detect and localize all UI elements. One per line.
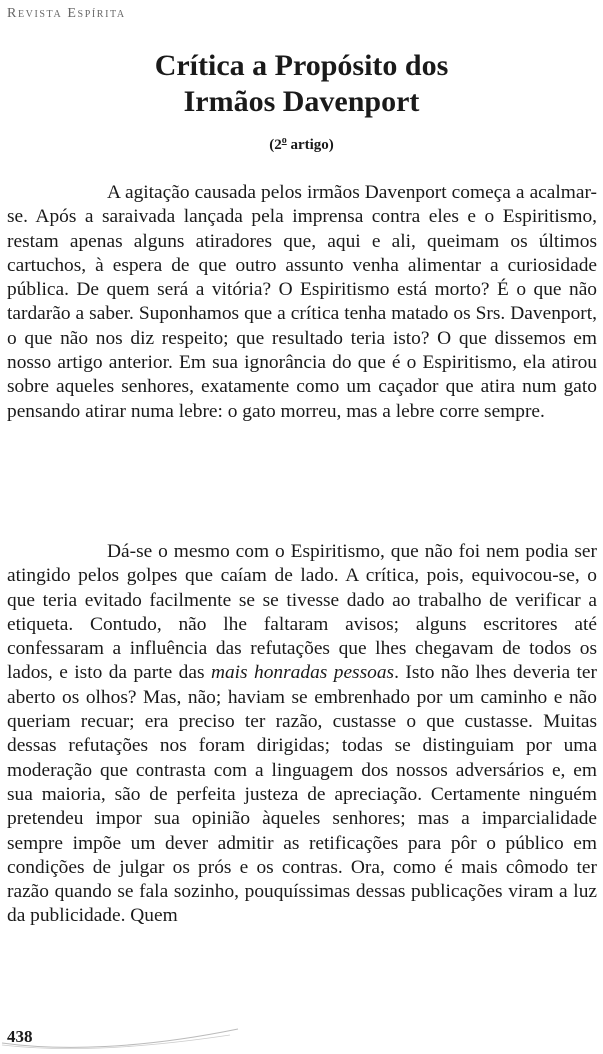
footer-flourish xyxy=(0,1021,240,1051)
paragraph-2 xyxy=(7,540,597,929)
page-number: 438 xyxy=(7,1027,33,1046)
subtitle-suffix: artigo) xyxy=(286,137,334,153)
article-subtitle xyxy=(0,135,603,154)
title-line-1: Crítica a Propósito dos xyxy=(154,49,449,82)
running-header: Revista Espírita xyxy=(7,6,126,21)
paragraph-1-text: A agitação causada pelos irmãos Davenport começa a acalmar-se. Após a saraivada lançada pela imprensa contra eles e o Espiritismo, restam apenas alguns atiradores que, aqui e ali, queimam os últimos cartuchos, à espera de que outro assunto venha alimentar a curiosidade pública. De quem será a vitória? O Espiritismo está morto? É o que não tardarão a saber. Suponhamos que a crítica tenha matado os Srs. Davenport, o que não nos diz respeito; que resultado teria isto? O que dissemos em nosso artigo anterior. Em sua ignorância do que é o Espiritismo, ela atirou sobre aqueles senhores, exatamente como um caçador que atira num gato pensando atirar numa lebre: o gato morreu, mas a lebre corre sempre. xyxy=(7,182,597,422)
title-line-2: Irmãos Davenport xyxy=(183,85,420,118)
paragraph-2-text-b: . Isto não lhes deveria ter aberto os olhos? Mas, não; haviam se embrenhado por um caminho e não queriam recuar; era preciso ter razão, custasse o que custasse. Muitas dessas refutações nos foram dirigidas; todas se distinguiam por uma moderação que contrasta com a linguagem dos nossos adversários e, em sua maioria, são de perfeita justeza de apreciação. Certamente ninguém pretendeu impor sua opinião àqueles senhores; mas a imparcialidade sempre impõe um dever admitir as retificações para pôr o público em condições de julgar os prós e os contras. Ora, como é mais cômodo ter razão quando se fala sozinho, pouquíssimas dessas publicações viram a luz da publicidade. Quem xyxy=(7,662,597,927)
paragraph-2-text-a: Dá-se o mesmo com o Espiritismo, que não foi nem podia ser atingido pelos golpes que caíam de lado. A crítica, pois, equivocou-se, o que teria evitado facilmente se se tivesse dado ao trabalho de verificar a etiqueta. Contudo, não lhe faltaram avisos; alguns escritores até confessaram a influência das refutações que lhes chegavam de todos os lados, e isto da parte das xyxy=(7,541,597,684)
paragraph-2-italic: mais honradas pessoas xyxy=(210,662,395,684)
subtitle-ordinal: o xyxy=(281,135,287,146)
article-title xyxy=(0,48,603,120)
paragraph-1 xyxy=(7,181,597,424)
subtitle-prefix: (2 xyxy=(269,137,282,153)
